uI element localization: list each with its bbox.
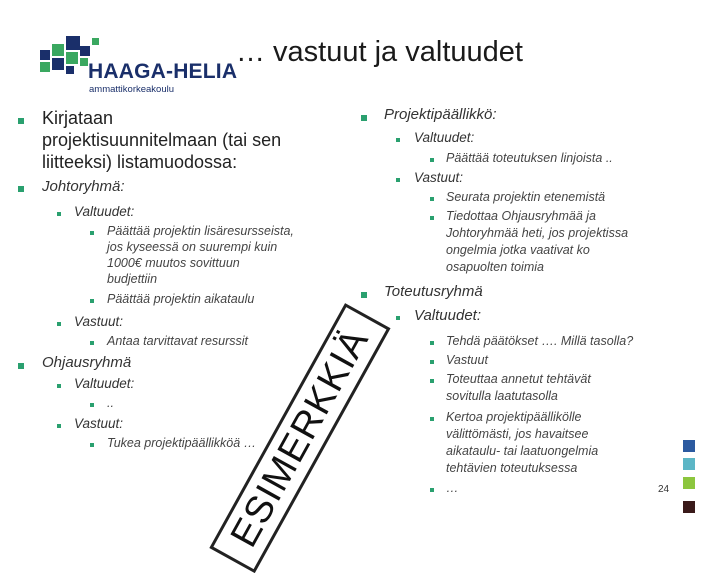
tr-item1: Tehdä päätökset …. Millä tasolla? <box>446 334 634 348</box>
tr-item2: Vastuut <box>446 353 488 367</box>
pp-item3-line2: Johtoryhmää heti, jos projektissa <box>446 226 629 240</box>
esimerkkia-stamp: ESIMERKKIÄ <box>209 303 390 573</box>
logo-name: HAAGA-HELIA <box>88 60 238 83</box>
bullet-icon <box>430 197 434 201</box>
jr-valtuudet-label: Valtuudet: <box>74 204 135 219</box>
ohjausryhma-heading: Ohjausryhmä <box>42 354 132 371</box>
jr-item2: Päättää projektin aikataulu <box>107 292 255 306</box>
logo-subtitle: ammattikorkeakoulu <box>89 84 175 95</box>
bullet-icon <box>90 403 94 407</box>
slide-title: … vastuut ja valtuudet <box>236 36 523 68</box>
jr-item1-line3: 1000€ muutos sovittuun <box>107 256 240 270</box>
or-item2: Tukea projektipäällikköä … <box>107 436 257 450</box>
pp-item1: Päättää toteutuksen linjoista .. <box>446 151 613 165</box>
bullet-icon <box>57 322 61 326</box>
jr-item1-line1: Päättää projektin lisäresursseista, <box>107 224 294 238</box>
or-item1: .. <box>107 396 114 410</box>
or-vastuut-label: Vastuut: <box>74 416 124 431</box>
bullet-icon <box>430 216 434 220</box>
tr-item3-line2: sovitulla laatutasolla <box>446 389 558 403</box>
bullet-icon <box>90 443 94 447</box>
page-number: 24 <box>658 484 670 495</box>
bullet-icon <box>361 292 367 298</box>
jr-item3: Antaa tarvittavat resurssit <box>107 334 249 348</box>
intro-line-1: Kirjataan <box>42 108 114 128</box>
jr-vastuut-label: Vastuut: <box>74 314 124 329</box>
bullet-icon <box>57 212 61 216</box>
intro-line-3: liitteeksi) listamuodossa: <box>42 152 238 172</box>
bullet-icon <box>57 384 61 388</box>
decor-square-teal <box>683 458 695 470</box>
decor-square-dark <box>683 501 695 513</box>
pp-valtuudet-label: Valtuudet: <box>414 130 475 145</box>
jr-item1-line4: budjettiin <box>107 272 158 286</box>
pp-item3-line4: osapuolten toimia <box>446 260 544 274</box>
bullet-icon <box>430 488 434 492</box>
tr-item4-line3: aikataulu- tai laatuongelmia <box>446 444 599 458</box>
toteutusryhma-heading: Toteutusryhmä <box>384 283 483 300</box>
bullet-icon <box>430 417 434 421</box>
tr-item5: … <box>446 481 459 495</box>
pp-item3-line1: Tiedottaa Ohjausryhmää ja <box>446 209 596 223</box>
bullet-icon <box>18 363 24 369</box>
or-valtuudet-label: Valtuudet: <box>74 376 135 391</box>
bullet-icon <box>430 360 434 364</box>
bullet-icon <box>430 341 434 345</box>
tr-item4-line4: tehtävien toteutuksessa <box>446 461 578 475</box>
tr-item4-line1: Kertoa projektipäällikölle <box>446 410 582 424</box>
decor-square-blue <box>683 440 695 452</box>
bullet-icon <box>396 316 400 320</box>
bullet-icon <box>90 299 94 303</box>
bullet-icon <box>430 379 434 383</box>
bullet-icon <box>430 158 434 162</box>
bullet-icon <box>57 424 61 428</box>
bullet-icon <box>90 231 94 235</box>
bullet-icon <box>18 186 24 192</box>
bullet-icon <box>361 115 367 121</box>
pp-item2: Seurata projektin etenemistä <box>446 190 606 204</box>
johtoryhma-heading: Johtoryhmä: <box>42 178 125 195</box>
intro-line-2: projektisuunnitelmaan (tai sen <box>42 130 282 150</box>
bullet-icon <box>396 178 400 182</box>
bullet-icon <box>90 341 94 345</box>
bullet-icon <box>18 118 24 124</box>
tr-item3-line1: Toteuttaa annetut tehtävät <box>446 372 591 386</box>
tr-item4-line2: välittömästi, jos havaitsee <box>446 427 589 441</box>
jr-item1-line2: jos kyseessä on suurempi kuin <box>107 240 278 254</box>
projektipaallikko-heading: Projektipäällikkö: <box>384 106 497 123</box>
tr-valtuudet-label: Valtuudet: <box>414 307 481 324</box>
decor-square-lime <box>683 477 695 489</box>
bullet-icon <box>396 138 400 142</box>
pp-vastuut-label: Vastuut: <box>414 170 464 185</box>
pp-item3-line3: ongelmia jotka vaativat ko <box>446 243 590 257</box>
